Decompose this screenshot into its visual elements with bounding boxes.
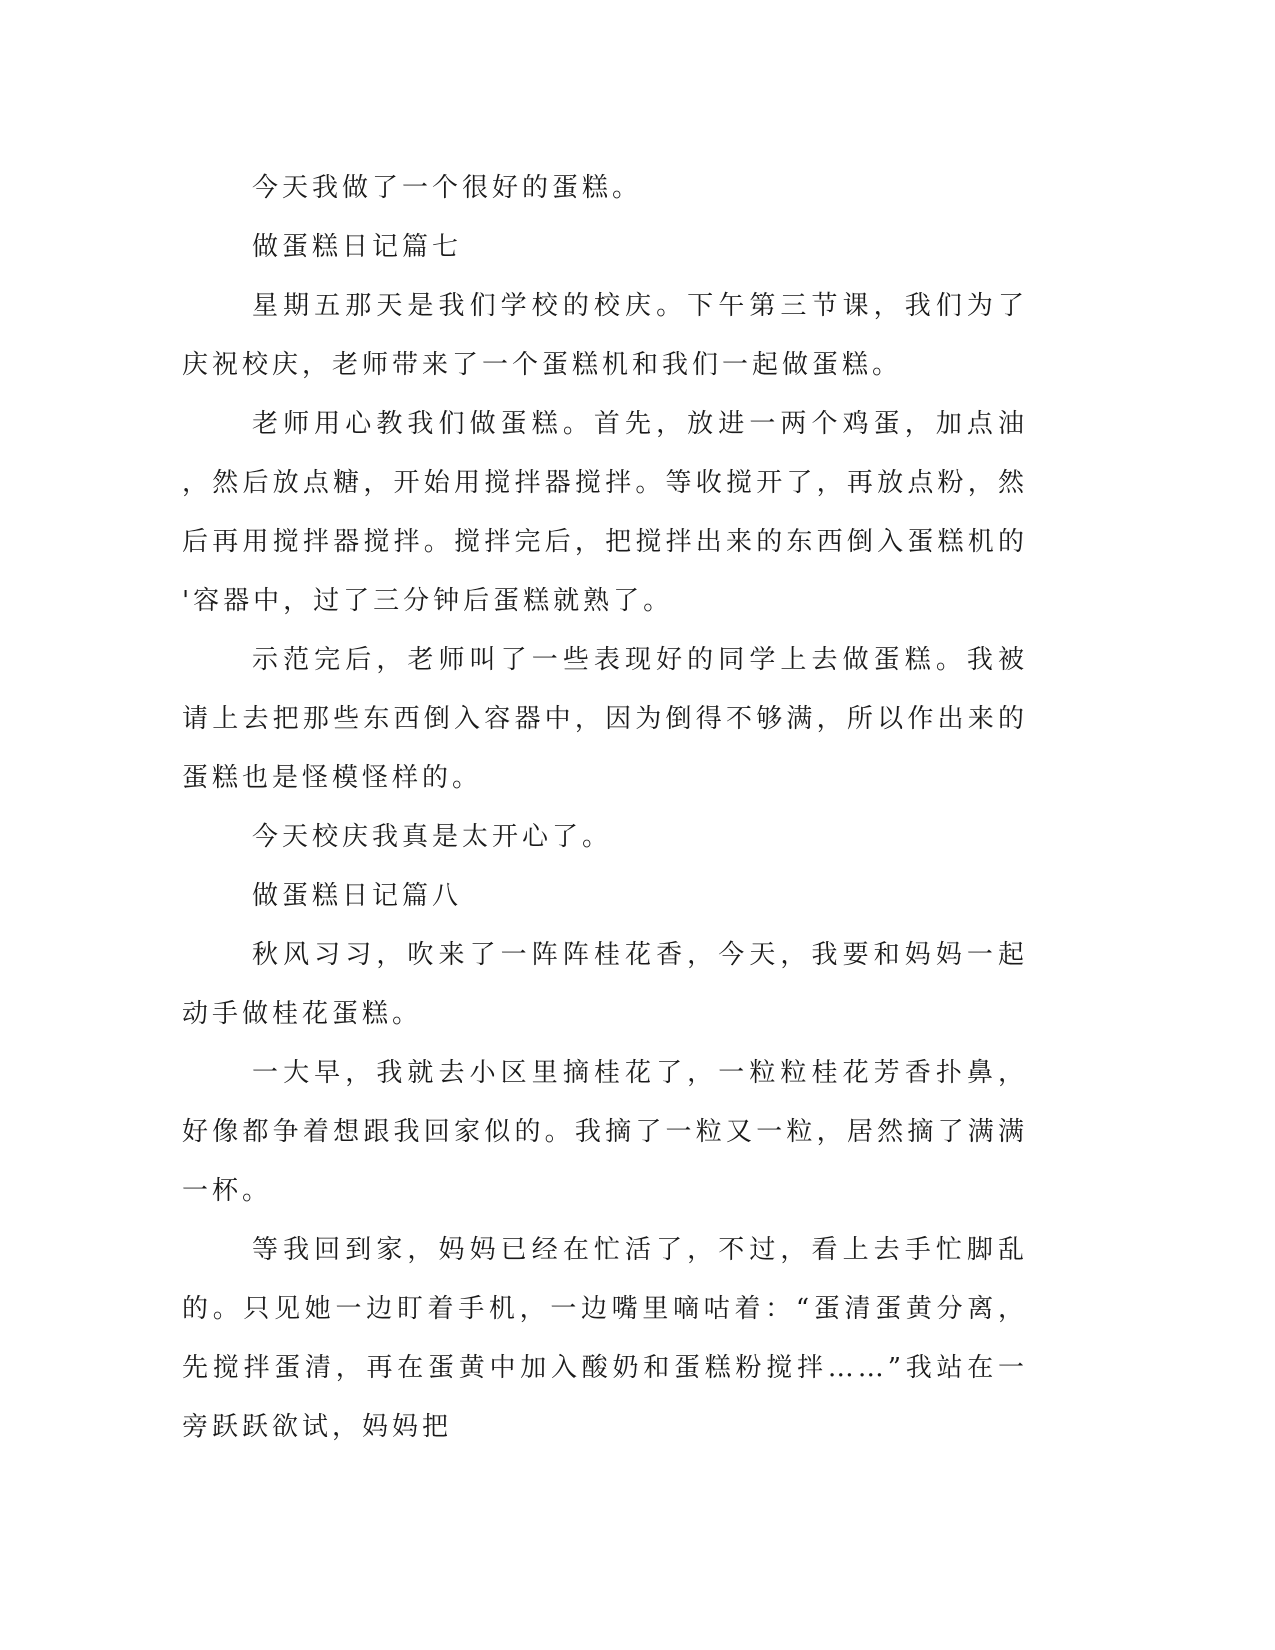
paragraph-6: 秋风习习，吹来了一阵阵桂花香，今天，我要和妈妈一起动手做桂花蛋糕。 — [182, 940, 1028, 1029]
paragraph-5: 今天校庆我真是太开心了。 — [252, 822, 613, 852]
paragraph-3: 老师用心教我们做蛋糕。首先，放进一两个鸡蛋，加点油，然后放点糖，开始用搅拌器搅拌。等收搅开了，再放点粉，然后再用搅拌器搅拌。搅拌完后，把搅拌出来的东西倒入蛋糕机的'容器中，过了三分钟后蛋糕就熟了。 — [182, 409, 1028, 616]
paragraph-7: 一大早，我就去小区里摘桂花了，一粒粒桂花芳香扑鼻，好像都争着想跟我回家似的。我摘了一粒又一粒，居然摘了满满一杯。 — [182, 1058, 1028, 1206]
heading-entry-8: 做蛋糕日记篇八 — [252, 881, 463, 911]
paragraph-1: 今天我做了一个很好的蛋糕。 — [252, 173, 643, 203]
document-body — [182, 159, 1028, 1457]
paragraph-4: 示范完后，老师叫了一些表现好的同学上去做蛋糕。我被请上去把那些东西倒入容器中，因为倒得不够满，所以作出来的蛋糕也是怪模怪样的。 — [182, 645, 1028, 793]
paragraph-8: 等我回到家，妈妈已经在忙活了，不过，看上去手忙脚乱的。只见她一边盯着手机，一边嘴里嘀咕着：“蛋清蛋黄分离，先搅拌蛋清，再在蛋黄中加入酸奶和蛋糕粉搅拌……”我站在一旁跃跃欲试，妈妈把 — [182, 1235, 1028, 1442]
paragraph-2: 星期五那天是我们学校的校庆。下午第三节课，我们为了庆祝校庆，老师带来了一个蛋糕机和我们一起做蛋糕。 — [182, 291, 1028, 380]
heading-entry-7: 做蛋糕日记篇七 — [252, 232, 463, 262]
